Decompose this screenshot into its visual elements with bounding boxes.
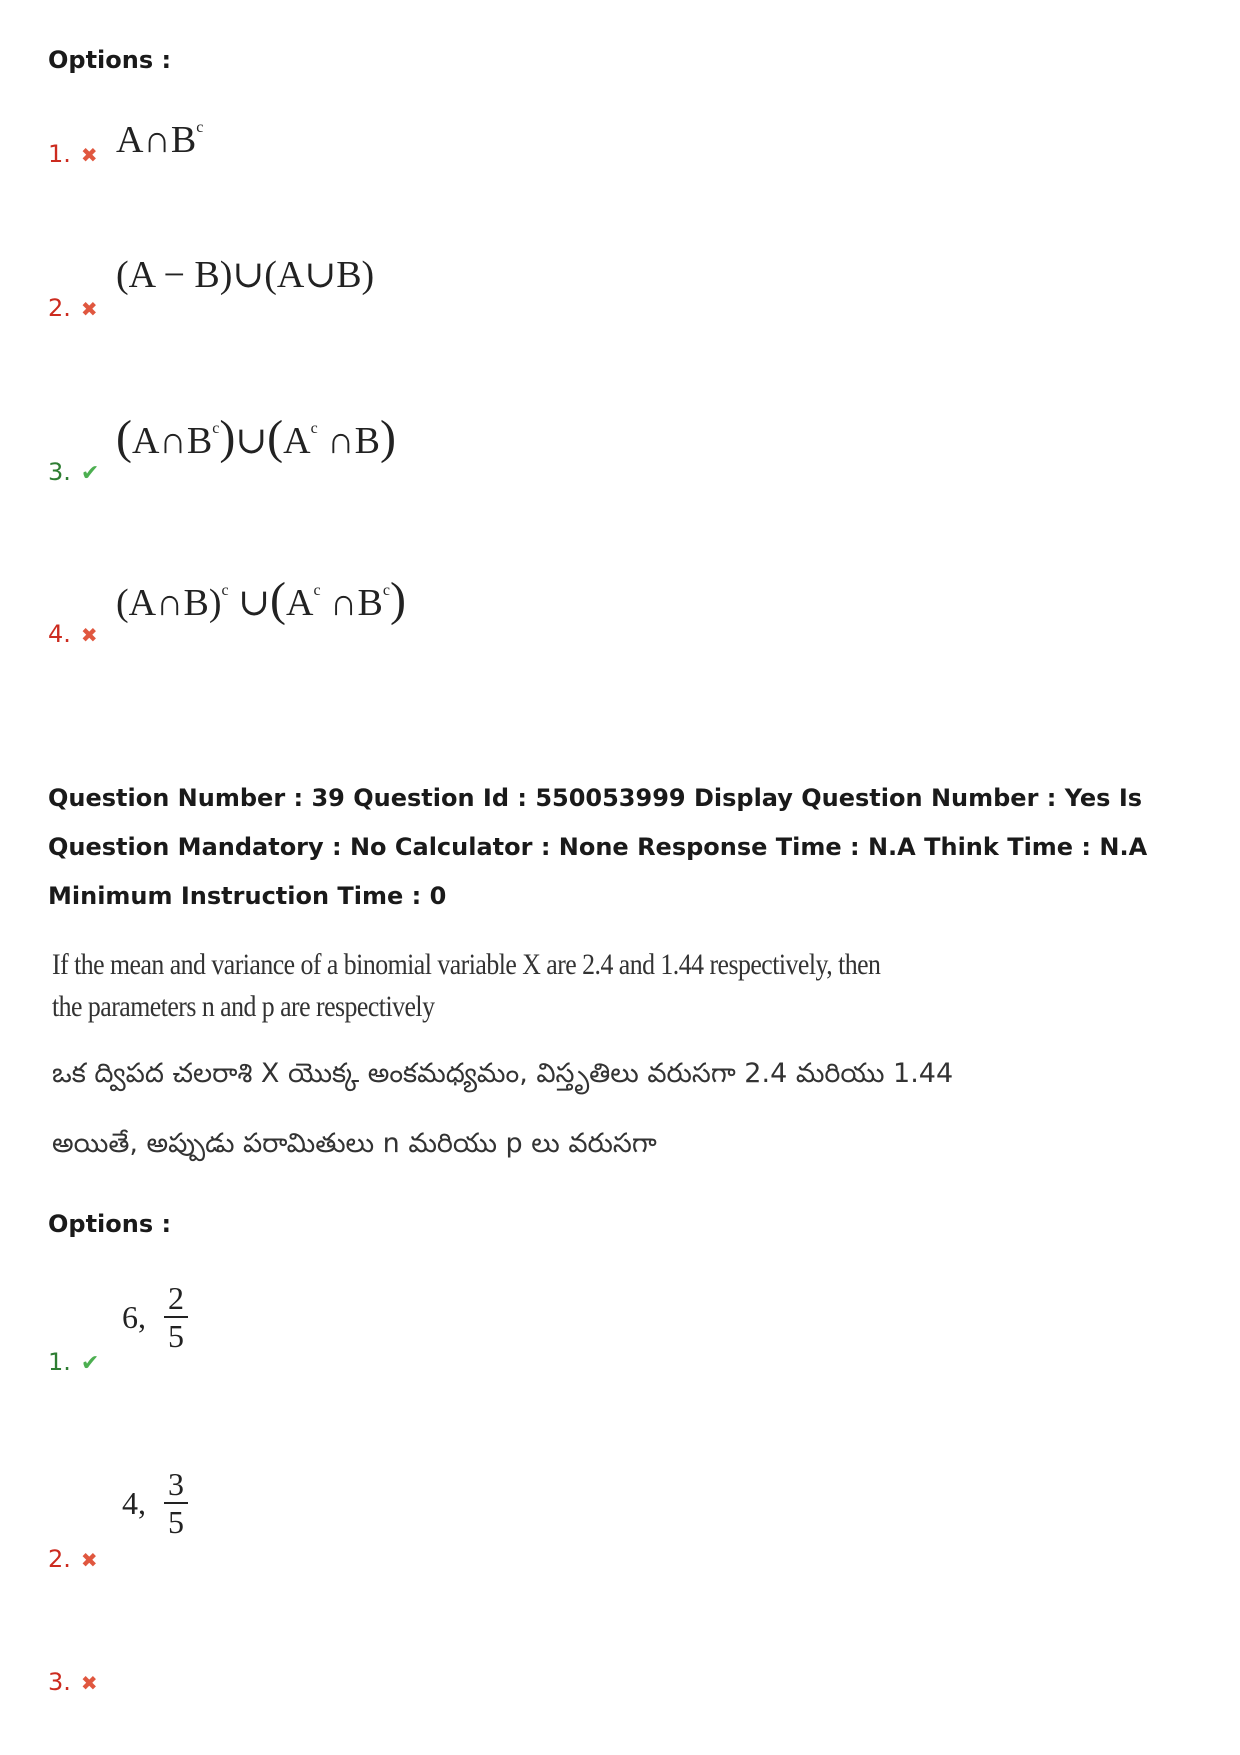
- option-1-answer: [122, 1280, 188, 1354]
- options-heading: Options :: [48, 46, 172, 74]
- cross-icon: ✖: [80, 623, 98, 647]
- option-2: [48, 1545, 98, 1573]
- cross-icon: ✖: [80, 143, 98, 167]
- option-1: [48, 1348, 99, 1376]
- check-icon: ✔: [80, 461, 100, 486]
- option-2: [48, 294, 98, 322]
- answer-lead: 4,: [122, 1484, 146, 1521]
- question-text-english-line1: If the mean and variance of a binomial variable X are 2.4 and 1.44 respectively, then: [52, 948, 881, 981]
- numerator: 3: [168, 1466, 184, 1502]
- check-icon: ✔: [80, 1351, 100, 1376]
- option-3: [48, 1668, 98, 1696]
- answer-lead: 6,: [122, 1298, 146, 1335]
- question-meta: Question Number : 39 Question Id : 550053999 Display Question Number : Yes Is Question Mandatory : No Calculator : None Response Time : N.A Think Time : N.A Minimum Instruction Time : 0: [48, 784, 1148, 910]
- question-text-english-line2: the parameters n and p are respectively: [52, 990, 435, 1023]
- options-heading: Options :: [48, 1210, 172, 1238]
- option-number: 2.: [48, 294, 71, 322]
- option-1: [48, 140, 98, 168]
- option-number: 2.: [48, 1545, 71, 1573]
- cross-icon: ✖: [80, 1671, 98, 1695]
- option-1-expression: [116, 118, 203, 162]
- option-number: 3.: [48, 458, 71, 486]
- fraction: [164, 1466, 188, 1540]
- cross-icon: ✖: [80, 1548, 98, 1572]
- question-text-telugu-line1: ఒక ద్విపద చలరాశి X యొక్క అంకమధ్యమం, విస్తృతిలు వరుసగా 2.4 మరియు 1.44: [52, 1058, 954, 1089]
- expression-text: A∩B: [116, 119, 197, 161]
- denominator: 5: [168, 1318, 184, 1354]
- option-4-expression: (A∩B)$^c$ $\cup(A^c$ $\cap B^c$): [116, 573, 406, 626]
- option-number: 3.: [48, 1668, 71, 1696]
- option-number: 1.: [48, 1348, 71, 1376]
- option-2-answer: [122, 1466, 188, 1540]
- superscript: c: [196, 119, 204, 137]
- option-number: 1.: [48, 140, 71, 168]
- numerator: 2: [168, 1280, 184, 1316]
- cross-icon: ✖: [80, 297, 98, 321]
- question-text-telugu-line2: అయితే, అప్పుడు పరామితులు n మరియు p లు వరుసగా: [52, 1128, 657, 1159]
- option-3-expression: $(A\cap B^c)\cup(A^c$ ∩B): [116, 411, 396, 464]
- fraction: [164, 1280, 188, 1354]
- option-2-expression: (A − B)∪(A∪B): [116, 254, 375, 296]
- denominator: 5: [168, 1504, 184, 1540]
- option-3: [48, 458, 99, 486]
- option-number: 4.: [48, 620, 71, 648]
- option-4: [48, 620, 98, 648]
